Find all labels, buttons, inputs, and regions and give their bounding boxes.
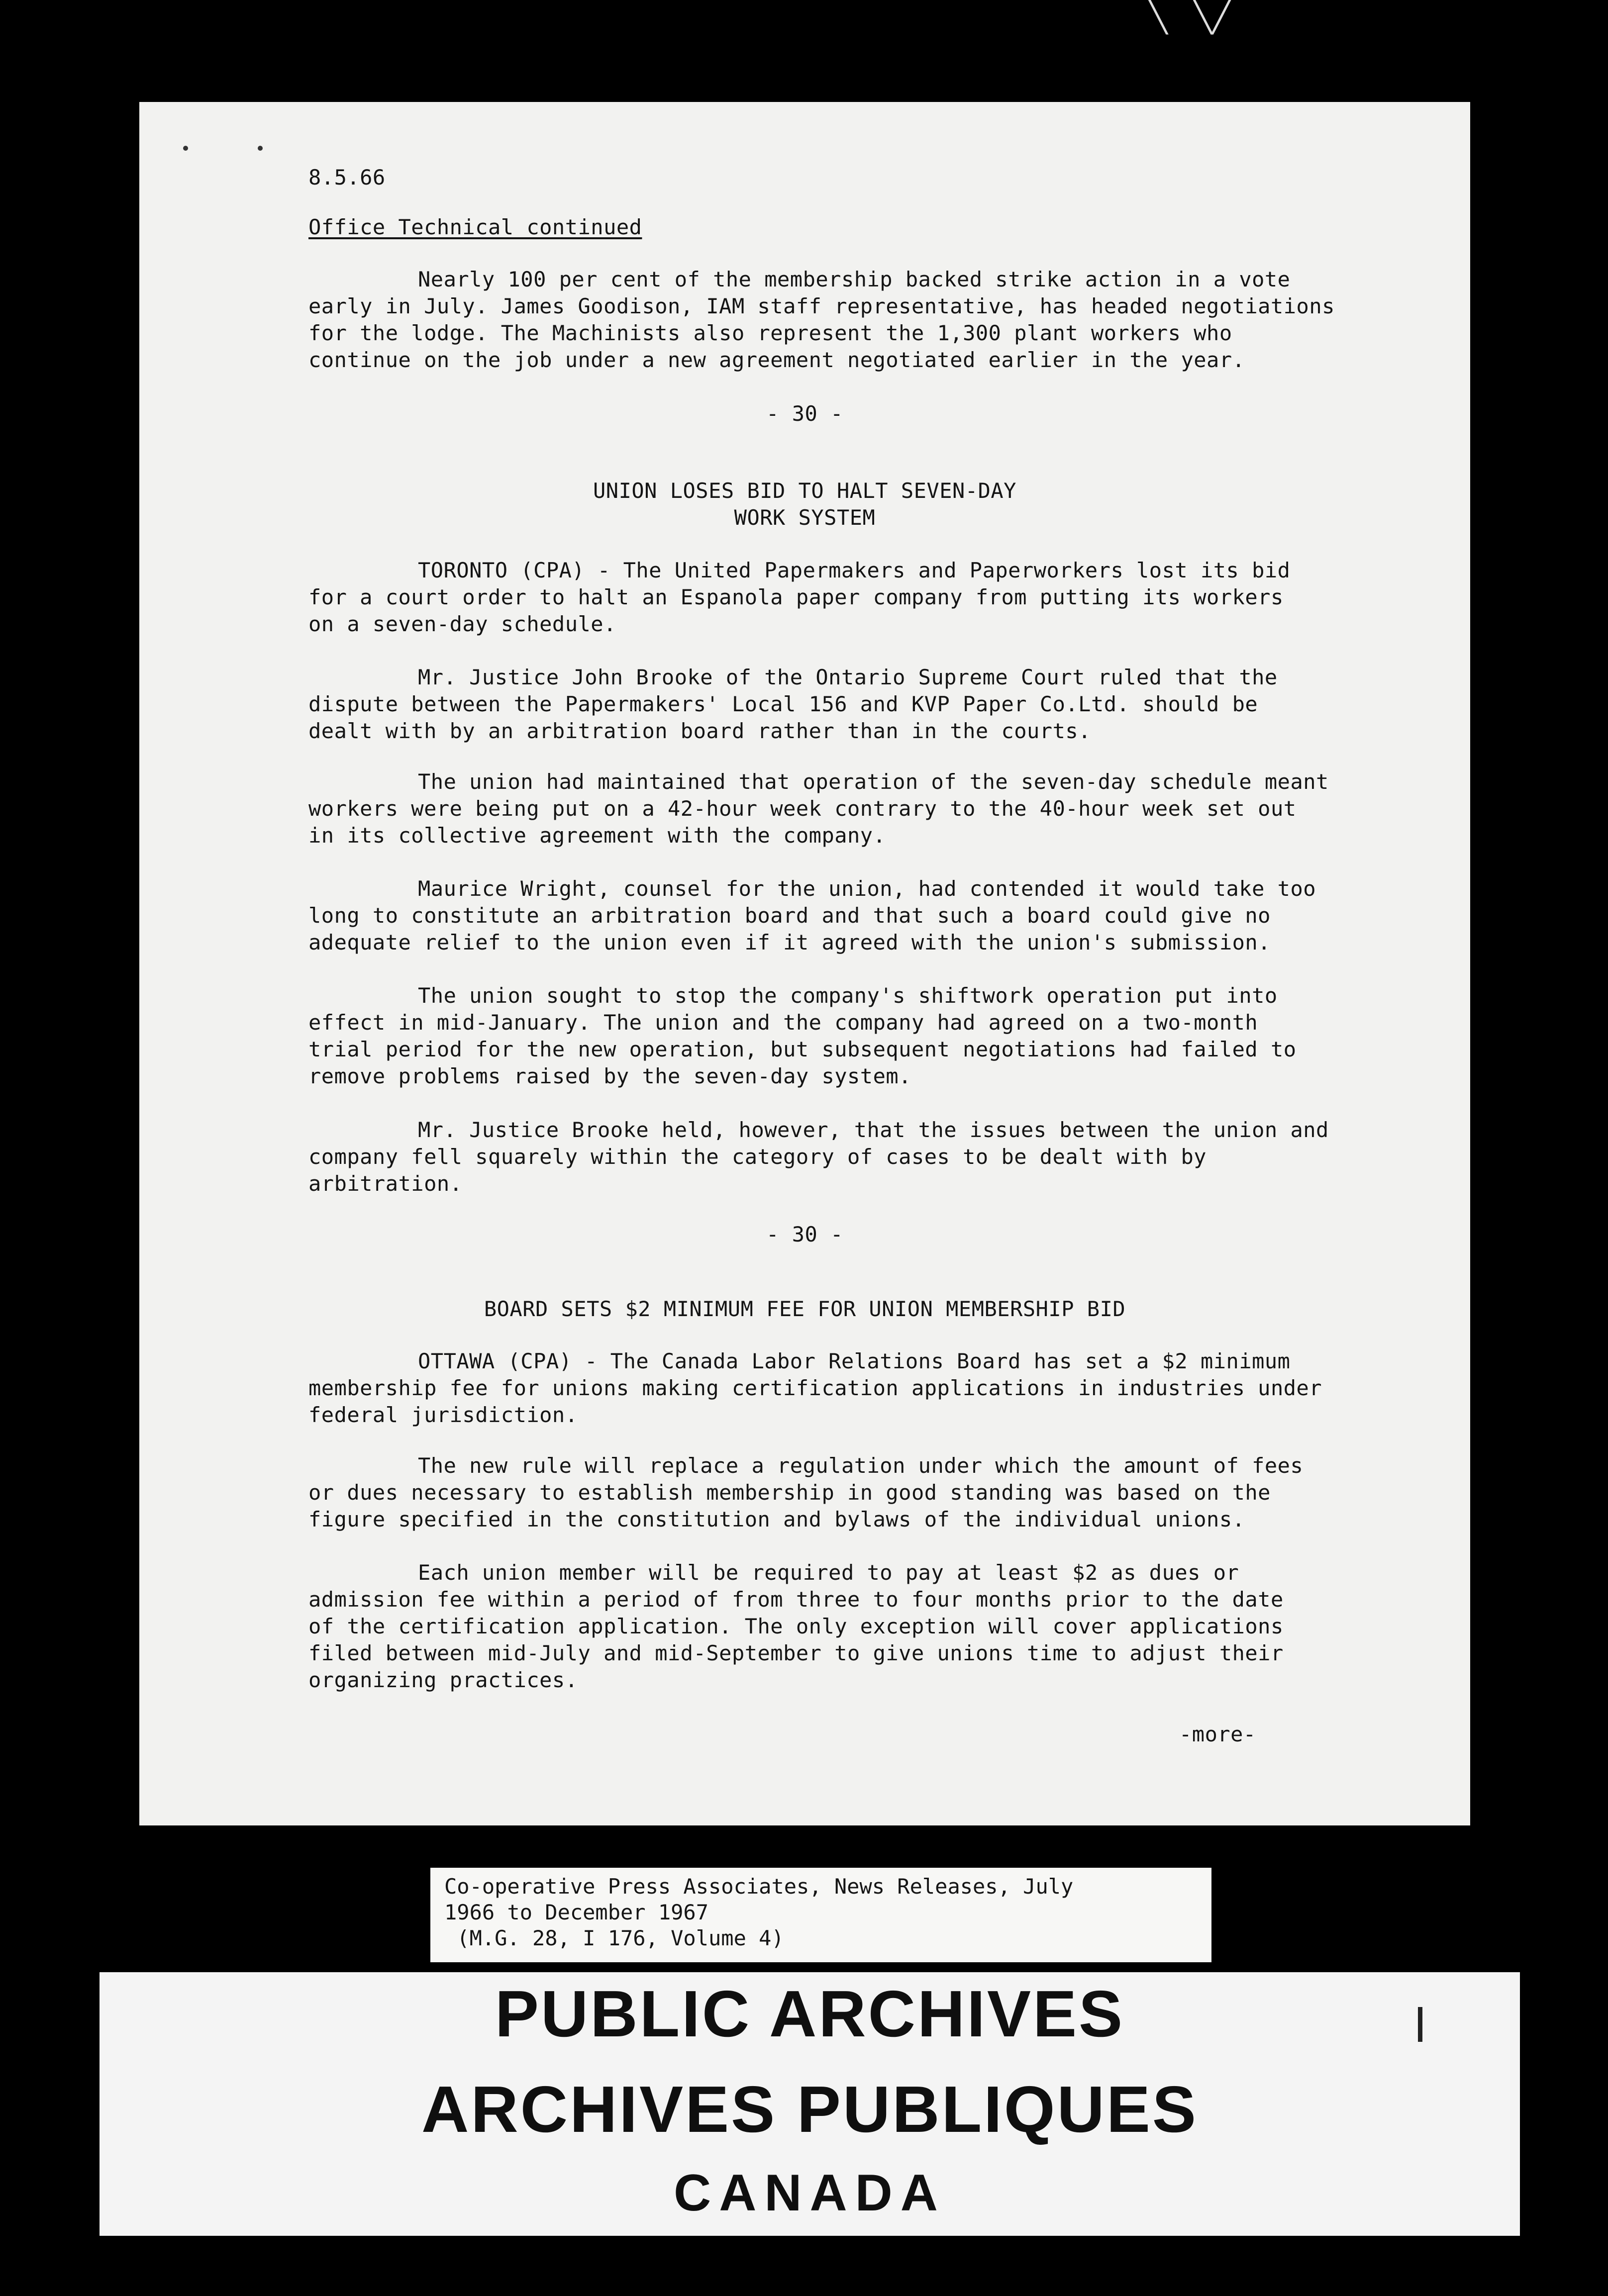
release-date: 8.5.66 [308, 165, 386, 190]
paragraph: The union had maintained that operation of the seven-day schedule meant workers were being put on a 42-hour week contrary to the 40-hour week set out in its collective agreement with the company. [308, 769, 1329, 848]
paragraph: The new rule will replace a regulation under which the amount of fees or dues necessary to establish membership in good standing was based on the figure specified in the constitution and bylaws of the individual unions. [308, 1453, 1304, 1531]
caption-line: 1966 to December 1967 [444, 1900, 709, 1924]
caption-line: Co-operative Press Associates, News Releases, July [444, 1874, 1074, 1899]
archives-title-en: PUBLIC ARCHIVES [495, 1977, 1125, 2050]
margin-dot [258, 146, 263, 151]
paragraph: Nearly 100 per cent of the membership backed strike action in a vote early in July. James Goodison, IAM staff representative, has headed negotiations for the lodge. The Machinists also represent the 1,300 plant workers who continue on the job under a new agreement negotiated earlier in the year. [308, 267, 1335, 372]
paragraph: Maurice Wright, counsel for the union, had contended it would take too long to constitute an arbitration board and that such a board could give no adequate relief to the union even if it agreed with the union's submission. [308, 876, 1316, 955]
end-marker: - 30 - [766, 1222, 843, 1246]
continued-marker: -more- [1179, 1722, 1256, 1746]
paragraph: TORONTO (CPA) - The United Papermakers and Paperworkers lost its bid for a court order to halt an Espanola paper company from putting its workers on a seven-day schedule. [308, 558, 1291, 636]
paragraph: OTTAWA (CPA) - The Canada Labor Relations Board has set a $2 minimum membership fee for unions making certification applications in industries under federal jurisdiction. [308, 1349, 1322, 1427]
margin-dot [183, 146, 188, 151]
paragraph: The union sought to stop the company's shiftwork operation put into effect in mid-January. The union and the company had agreed on a two-month trial period for the new operation, but subsequent negotiations had failed to remove problems raised by the seven-day system. [308, 983, 1297, 1088]
archives-banner [100, 1972, 1520, 2236]
article-headline: BOARD SETS $2 MINIMUM FEE FOR UNION MEMBERSHIP BID [484, 1297, 1126, 1321]
typed-page [139, 102, 1470, 1825]
film-edge-mark: ╲╱ [1194, 0, 1230, 35]
archives-title-fr: ARCHIVES PUBLIQUES [421, 2073, 1198, 2146]
archives-country: CANADA [674, 2164, 946, 2222]
film-scratch-mark [1418, 2007, 1422, 2042]
film-edge-mark: ╲ [1149, 0, 1168, 35]
caption-line: (M.G. 28, I 176, Volume 4) [444, 1926, 784, 1950]
end-marker: - 30 - [766, 401, 843, 426]
section-subheading: Office Technical continued [308, 215, 642, 239]
collection-caption [430, 1868, 1211, 1962]
paragraph: Mr. Justice John Brooke of the Ontario Supreme Court ruled that the dispute between the Papermakers' Local 156 and KVP Paper Co.Ltd. should be dealt with by an arbitration board rather than in the courts. [308, 665, 1278, 743]
article-headline: UNION LOSES BID TO HALT SEVEN-DAY WORK SYSTEM [593, 478, 1016, 530]
paragraph: Each union member will be required to pay at least $2 as dues or admission fee within a period of from three to four months prior to the date of the certification application. The only exception will cover applications filed between mid-July and mid-September to give unions time to adjust their organizing practices. [308, 1560, 1284, 1692]
paragraph: Mr. Justice Brooke held, however, that the issues between the union and company fell squarely within the category of cases to be dealt with by arbitration. [308, 1118, 1329, 1196]
